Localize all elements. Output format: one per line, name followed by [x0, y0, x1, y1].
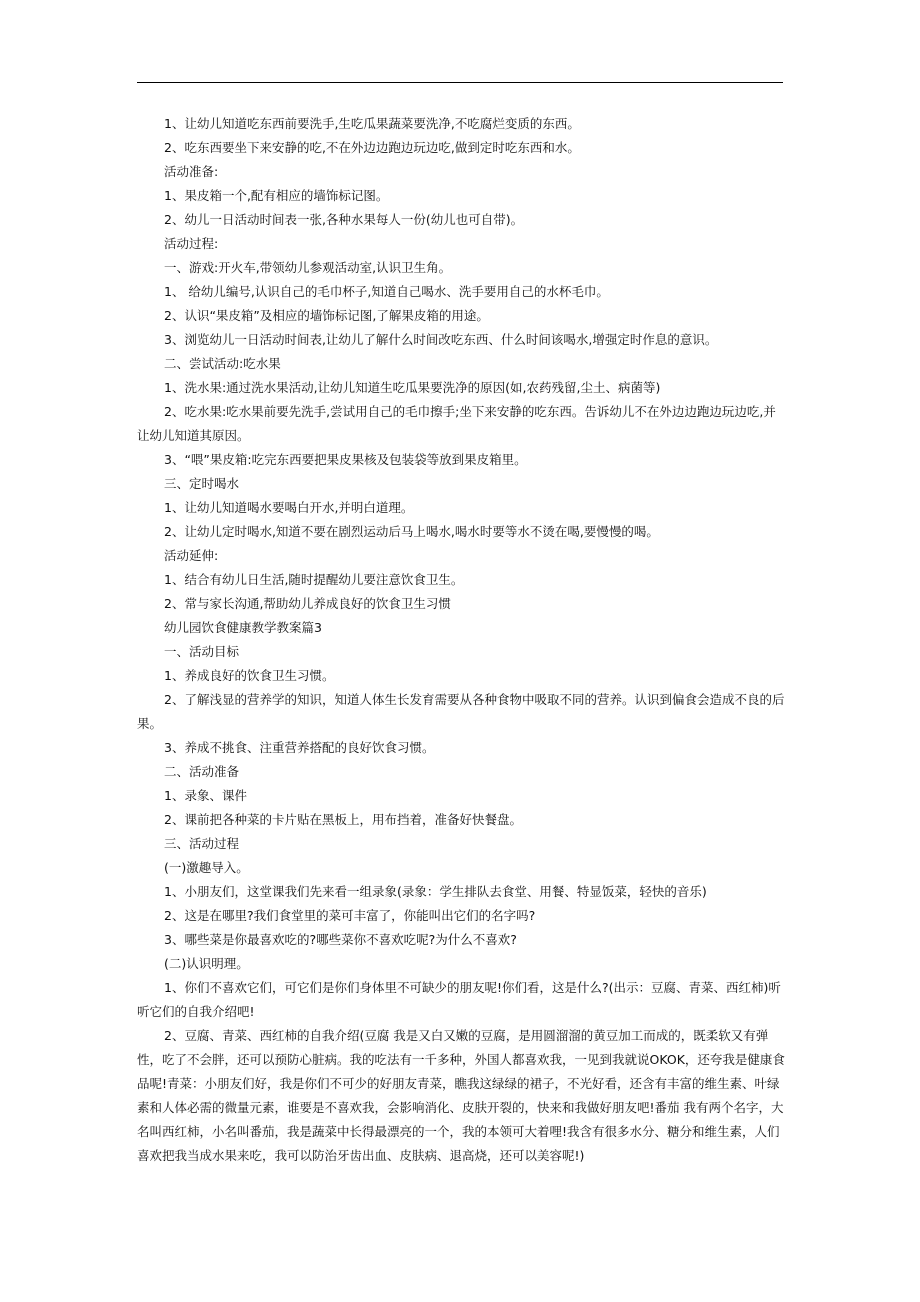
paragraph: 一、活动目标	[164, 644, 240, 659]
paragraph: 2、课前把各种菜的卡片贴在黑板上，用布挡着，准备好快餐盘。	[164, 812, 522, 827]
paragraph: 二、尝试活动:吃水果	[164, 356, 281, 371]
paragraph: 3、哪些菜是你最喜欢吃的?哪些菜你不喜欢吃呢?为什么不喜欢?	[164, 932, 517, 947]
paragraph: 3、“喂”果皮箱:吃完东西要把果皮果核及包装袋等放到果皮箱里。	[164, 452, 527, 467]
paragraph: 1、养成良好的饮食卫生习惯。	[164, 668, 335, 683]
paragraph: 1、 给幼儿编号,认识自己的毛巾杯子,知道自己喝水、洗手要用自己的水杯毛巾。	[164, 284, 609, 299]
paragraph: 2、幼儿一日活动时间表一张,各种水果每人一份(幼儿也可自带)。	[164, 212, 524, 227]
paragraph: 2、常与家长沟通,帮助幼儿养成良好的饮食卫生习惯	[164, 596, 451, 611]
paragraph: 活动准备:	[164, 164, 219, 179]
paragraph: 三、定时喝水	[164, 476, 240, 491]
paragraph: 3、养成不挑食、注重营养搭配的良好饮食习惯。	[164, 740, 435, 755]
header-rule	[137, 82, 783, 83]
paragraph: 1、果皮箱一个,配有相应的墙饰标记图。	[164, 188, 389, 203]
paragraph: 1、小朋友们，这堂课我们先来看一组录象(录象：学生排队去食堂、用餐、特显饭菜，轻快的音乐)	[164, 884, 707, 899]
paragraph: 1、洗水果:通过洗水果活动,让幼儿知道生吃瓜果要洗净的原因(如,农药残留,尘土、病菌等)	[164, 380, 661, 395]
paragraph: 2、让幼儿定时喝水,知道不要在剧烈运动后马上喝水,喝水时要等水不烫在喝,要慢慢的喝。	[164, 524, 659, 539]
paragraph: 一、游戏:开火车,带领幼儿参观活动室,认识卫生角。	[164, 260, 452, 275]
paragraph: 活动延伸:	[164, 548, 219, 563]
paragraph: 1、让幼儿知道吃东西前要洗手,生吃瓜果蔬菜要洗净,不吃腐烂变质的东西。	[164, 116, 580, 131]
document-body	[137, 112, 785, 1168]
paragraph: 3、浏览幼儿一日活动时间表,让幼儿了解什么时间改吃东西、什么时间该喝水,增强定时作息的意识。	[164, 332, 718, 347]
paragraph: 1、结合有幼儿日生活,随时提醒幼儿要注意饮食卫生。	[164, 572, 464, 587]
paragraph: 活动过程:	[164, 236, 219, 251]
paragraph: 二、活动准备	[164, 764, 240, 779]
paragraph: (一)激趣导入。	[164, 860, 249, 875]
paragraph: 幼儿园饮食健康教学教案篇3	[164, 620, 322, 635]
paragraph: 2、豆腐、青菜、西红柿的自我介绍(豆腐 我是又白又嫩的豆腐，是用圆溜溜的黄豆加工而成的，既柔软又有弹性，吃了不会胖，还可以预防心脏病。我的吃法有一千多种，外国人都喜欢我，一见到我就说OKOK，还夸我是健康食品呢!青菜：小朋友们好，我是你们不可少的好朋友青菜，瞧我这绿绿的裙子，不光好看，还含有丰富的维生素、叶绿素和人体必需的微量元素，谁要是不喜欢我，会影响消化、皮肤开裂的，快来和我做好朋友吧!番茄 我有两个名字，大名叫西红柿，小名叫番茄，我是蔬菜中长得最漂亮的一个，我的本领可大着哩!我含有很多水分、糖分和维生素，人们喜欢把我当成水果来吃，我可以防治牙齿出血、皮肤病、退高烧，还可以美容呢!)	[137, 1028, 785, 1163]
paragraph: (二)认识明理。	[164, 956, 249, 971]
paragraph: 2、吃水果:吃水果前要先洗手,尝试用自己的毛巾擦手;坐下来安静的吃东西。告诉幼儿不在外边边跑边玩边吃,并让幼儿知道其原因。	[137, 404, 776, 443]
paragraph: 2、吃东西要坐下来安静的吃,不在外边边跑边玩边吃,做到定时吃东西和水。	[164, 140, 580, 155]
paragraph: 1、录象、课件	[164, 788, 247, 803]
paragraph: 2、了解浅显的营养学的知识，知道人体生长发育需要从各种食物中吸取不同的营养。认识到偏食会造成不良的后果。	[137, 692, 785, 731]
paragraph: 三、活动过程	[164, 836, 240, 851]
paragraph: 2、认识“果皮箱”及相应的墙饰标记图,了解果皮箱的用途。	[164, 308, 489, 323]
paragraph: 1、你们不喜欢它们，可它们是你们身体里不可缺少的朋友呢!你们看，这是什么?(出示：豆腐、青菜、西红柿)听听它们的自我介绍吧!	[137, 980, 781, 1019]
paragraph: 2、这是在哪里?我们食堂里的菜可丰富了，你能叫出它们的名字吗?	[164, 908, 536, 923]
paragraph: 1、让幼儿知道喝水要喝白开水,并明白道理。	[164, 500, 414, 515]
